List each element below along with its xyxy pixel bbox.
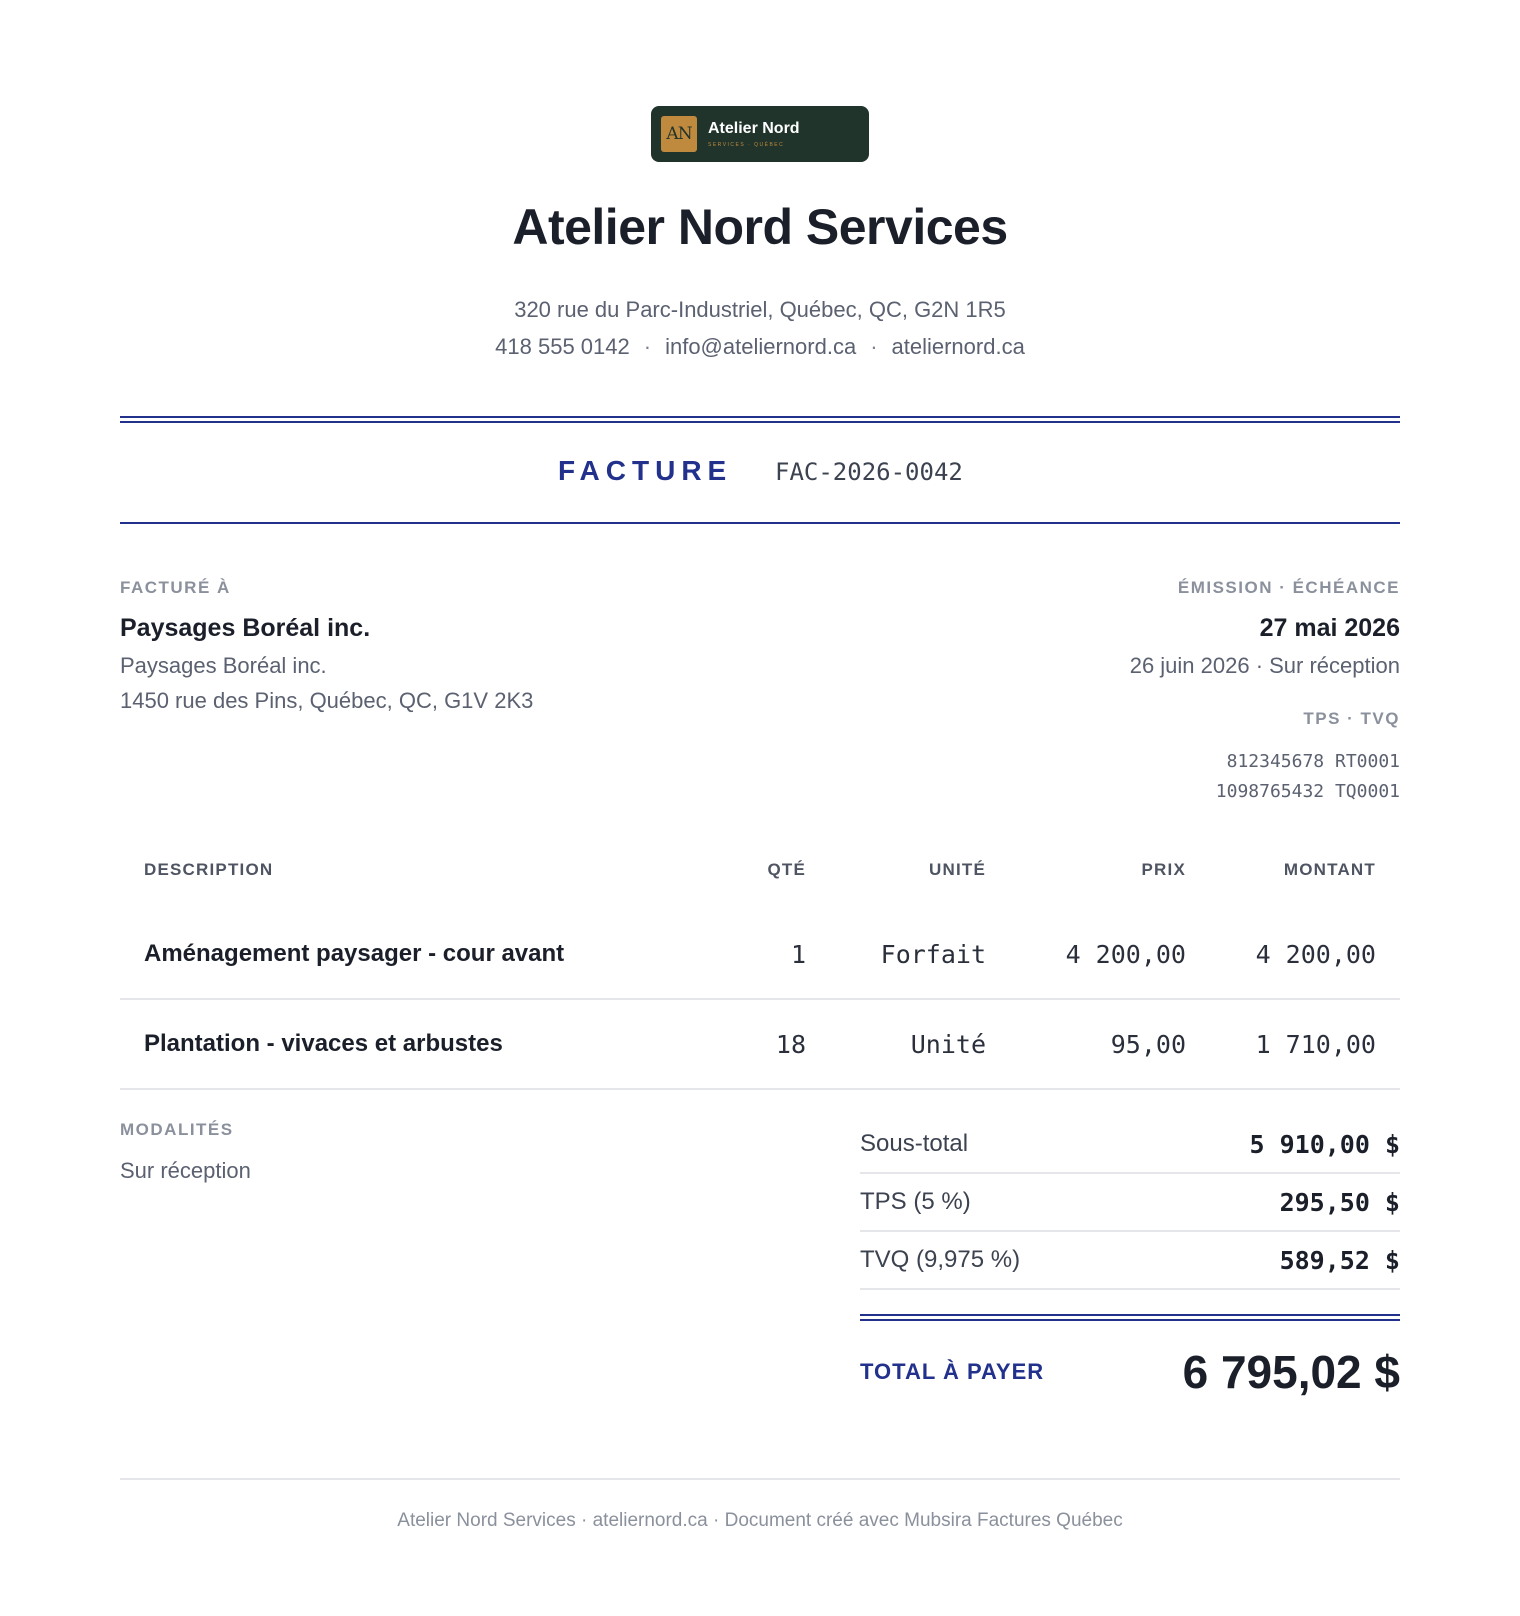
tvq-number: 1098765432 TQ0001: [1215, 781, 1400, 802]
total-label: TOTAL À PAYER: [860, 1359, 1045, 1384]
header-amount: MONTANT: [1283, 860, 1376, 879]
tvq-row: [860, 1232, 1400, 1290]
client-address: 1450 rue des Pins, Québec, QC, G1V 2K3: [120, 688, 534, 713]
header-description: DESCRIPTION: [144, 860, 274, 879]
item-amount: 1 710,00: [1210, 999, 1400, 1089]
table-row: [120, 999, 1400, 1089]
company-logo: [651, 106, 869, 162]
tax-ids-label: TPS · TVQ: [1303, 709, 1400, 728]
logo-name: Atelier Nord: [708, 120, 800, 137]
line-items-table: [120, 848, 1400, 1090]
company-contact: [0, 334, 1520, 360]
logo-tagline: SERVICES · QUÉBEC: [708, 142, 785, 148]
company-phone: 418 555 0142: [495, 334, 630, 359]
header-unit: UNITÉ: [929, 860, 986, 879]
tps-value: 295,50 $: [1279, 1187, 1400, 1217]
item-price: 4 200,00: [1010, 910, 1210, 999]
header-qty: QTÉ: [767, 860, 806, 879]
terms-block: [120, 1120, 251, 1184]
separator: ·: [643, 334, 652, 359]
item-unit: Forfait: [830, 910, 1010, 999]
item-qty: 18: [730, 999, 830, 1089]
header-divider: [120, 522, 1400, 524]
tvq-value: 589,52 $: [1279, 1245, 1400, 1275]
dates-label: ÉMISSION · ÉCHÉANCE: [1177, 578, 1400, 597]
company-address: 320 rue du Parc-Industriel, Québec, QC, G2N 1R5: [514, 297, 1006, 322]
footer-divider: [120, 1478, 1400, 1480]
tps-label: TPS (5 %): [860, 1188, 971, 1215]
tax-ids: [1130, 747, 1400, 807]
client-line-1: Paysages Boréal inc.: [120, 653, 327, 678]
tvq-label: TVQ (9,975 %): [860, 1246, 1021, 1273]
issue-date: 27 mai 2026: [1259, 614, 1400, 642]
grand-total-row: [860, 1345, 1400, 1399]
total-value: 6 795,02 $: [1182, 1346, 1400, 1398]
table-header-row: [120, 848, 1400, 910]
item-price: 95,00: [1010, 999, 1210, 1089]
company-name: Atelier Nord Services: [512, 199, 1008, 255]
header-price: PRIX: [1141, 860, 1186, 879]
logo-monogram: AN: [661, 116, 697, 152]
company-email[interactable]: info@ateliernord.ca: [665, 334, 857, 359]
tps-number: 812345678 RT0001: [1226, 751, 1400, 772]
bill-to-label: FACTURÉ À: [120, 578, 231, 597]
footer-text: Atelier Nord Services · ateliernord.ca · Document créé avec Mubsira Factures Québec: [397, 1510, 1123, 1531]
subtotal-value: 5 910,00 $: [1249, 1129, 1400, 1159]
company-website[interactable]: ateliernord.ca: [891, 334, 1025, 359]
separator: ·: [870, 334, 878, 359]
subtotal-row: [860, 1116, 1400, 1174]
terms-label: MODALITÉS: [120, 1120, 234, 1139]
item-description: Aménagement paysager - cour avant: [120, 910, 730, 999]
due-date: 26 juin 2026 · Sur réception: [1129, 653, 1400, 678]
bill-to-block: [120, 578, 533, 714]
logo-text: [708, 120, 800, 148]
table-row: [120, 910, 1400, 999]
invoice-number: FAC-2026-0042: [775, 458, 963, 486]
dates-block: [1130, 578, 1400, 807]
subtotal-label: Sous-total: [860, 1130, 969, 1157]
document-title: FACTURE: [558, 455, 733, 486]
item-unit: Unité: [830, 999, 1010, 1089]
total-divider: [860, 1314, 1400, 1321]
terms-value: Sur réception: [120, 1158, 251, 1183]
header-divider-double: [120, 416, 1400, 423]
item-qty: 1: [730, 910, 830, 999]
client-name: Paysages Boréal inc.: [120, 614, 371, 642]
totals-block: [860, 1116, 1400, 1399]
item-amount: 4 200,00: [1210, 910, 1400, 999]
item-description: Plantation - vivaces et arbustes: [120, 999, 730, 1089]
tps-row: [860, 1174, 1400, 1232]
